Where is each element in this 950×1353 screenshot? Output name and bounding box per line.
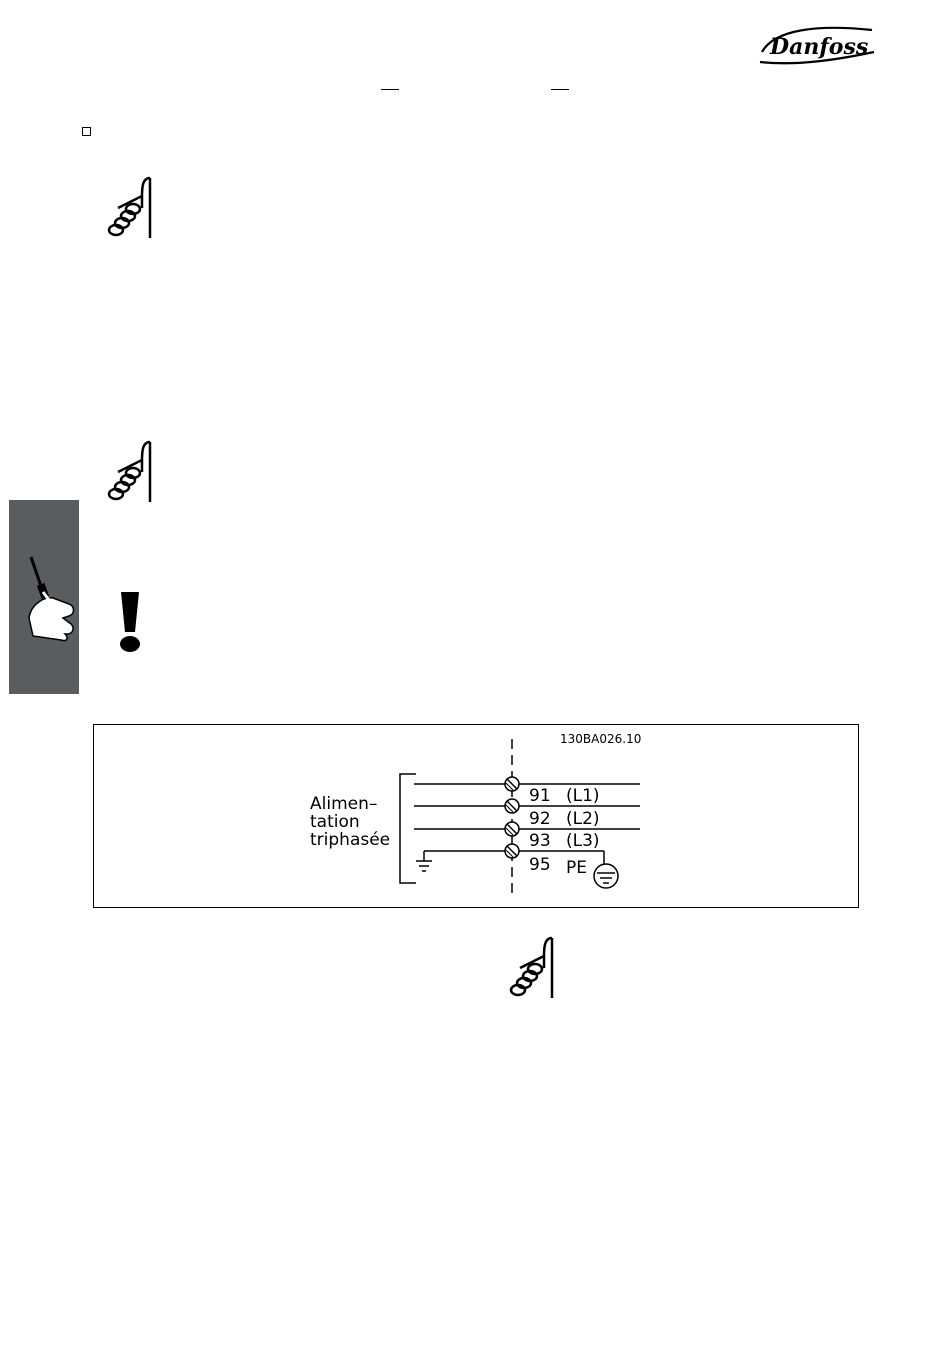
- supply-bracket: [400, 774, 416, 883]
- supply-label-line-2: tation: [310, 812, 360, 832]
- section-side-tab: [9, 500, 79, 694]
- terminal-phase: (L2): [566, 809, 600, 829]
- mains-connection-diagram: [93, 724, 859, 908]
- diagram-ref-code: 130BA026.10: [560, 732, 642, 746]
- installation-hand-screwdriver-icon: [9, 500, 79, 694]
- terminal-phase: (L1): [566, 786, 600, 806]
- note-hand-icon: [106, 440, 154, 504]
- terminal-number: 91: [529, 786, 551, 806]
- terminal-screw-92: [505, 799, 519, 813]
- supply-label-line-1: Alimen–: [310, 794, 378, 814]
- terminal-phase: (L3): [566, 831, 600, 851]
- terminal-number: 92: [529, 809, 551, 829]
- ground-icon: [416, 851, 432, 871]
- terminal-screw-91: [505, 777, 519, 791]
- bullet-checkbox: [82, 127, 91, 136]
- danfoss-logo: [756, 22, 878, 68]
- exclamation-icon: [117, 590, 143, 654]
- protective-earth-icon: [594, 851, 618, 888]
- terminal-screw-93: [505, 822, 519, 836]
- logo-text: Danfoss: [770, 34, 869, 60]
- terminal-screw-95: [505, 844, 519, 858]
- terminal-number: 95: [529, 855, 551, 875]
- terminal-number: 93: [529, 831, 551, 851]
- overbar-mark-1: [381, 89, 399, 90]
- supply-label-line-3: triphasée: [310, 830, 391, 850]
- note-hand-icon: [508, 936, 556, 1000]
- overbar-mark-2: [551, 89, 569, 90]
- terminal-phase: PE: [566, 858, 587, 878]
- note-hand-icon: [106, 176, 154, 240]
